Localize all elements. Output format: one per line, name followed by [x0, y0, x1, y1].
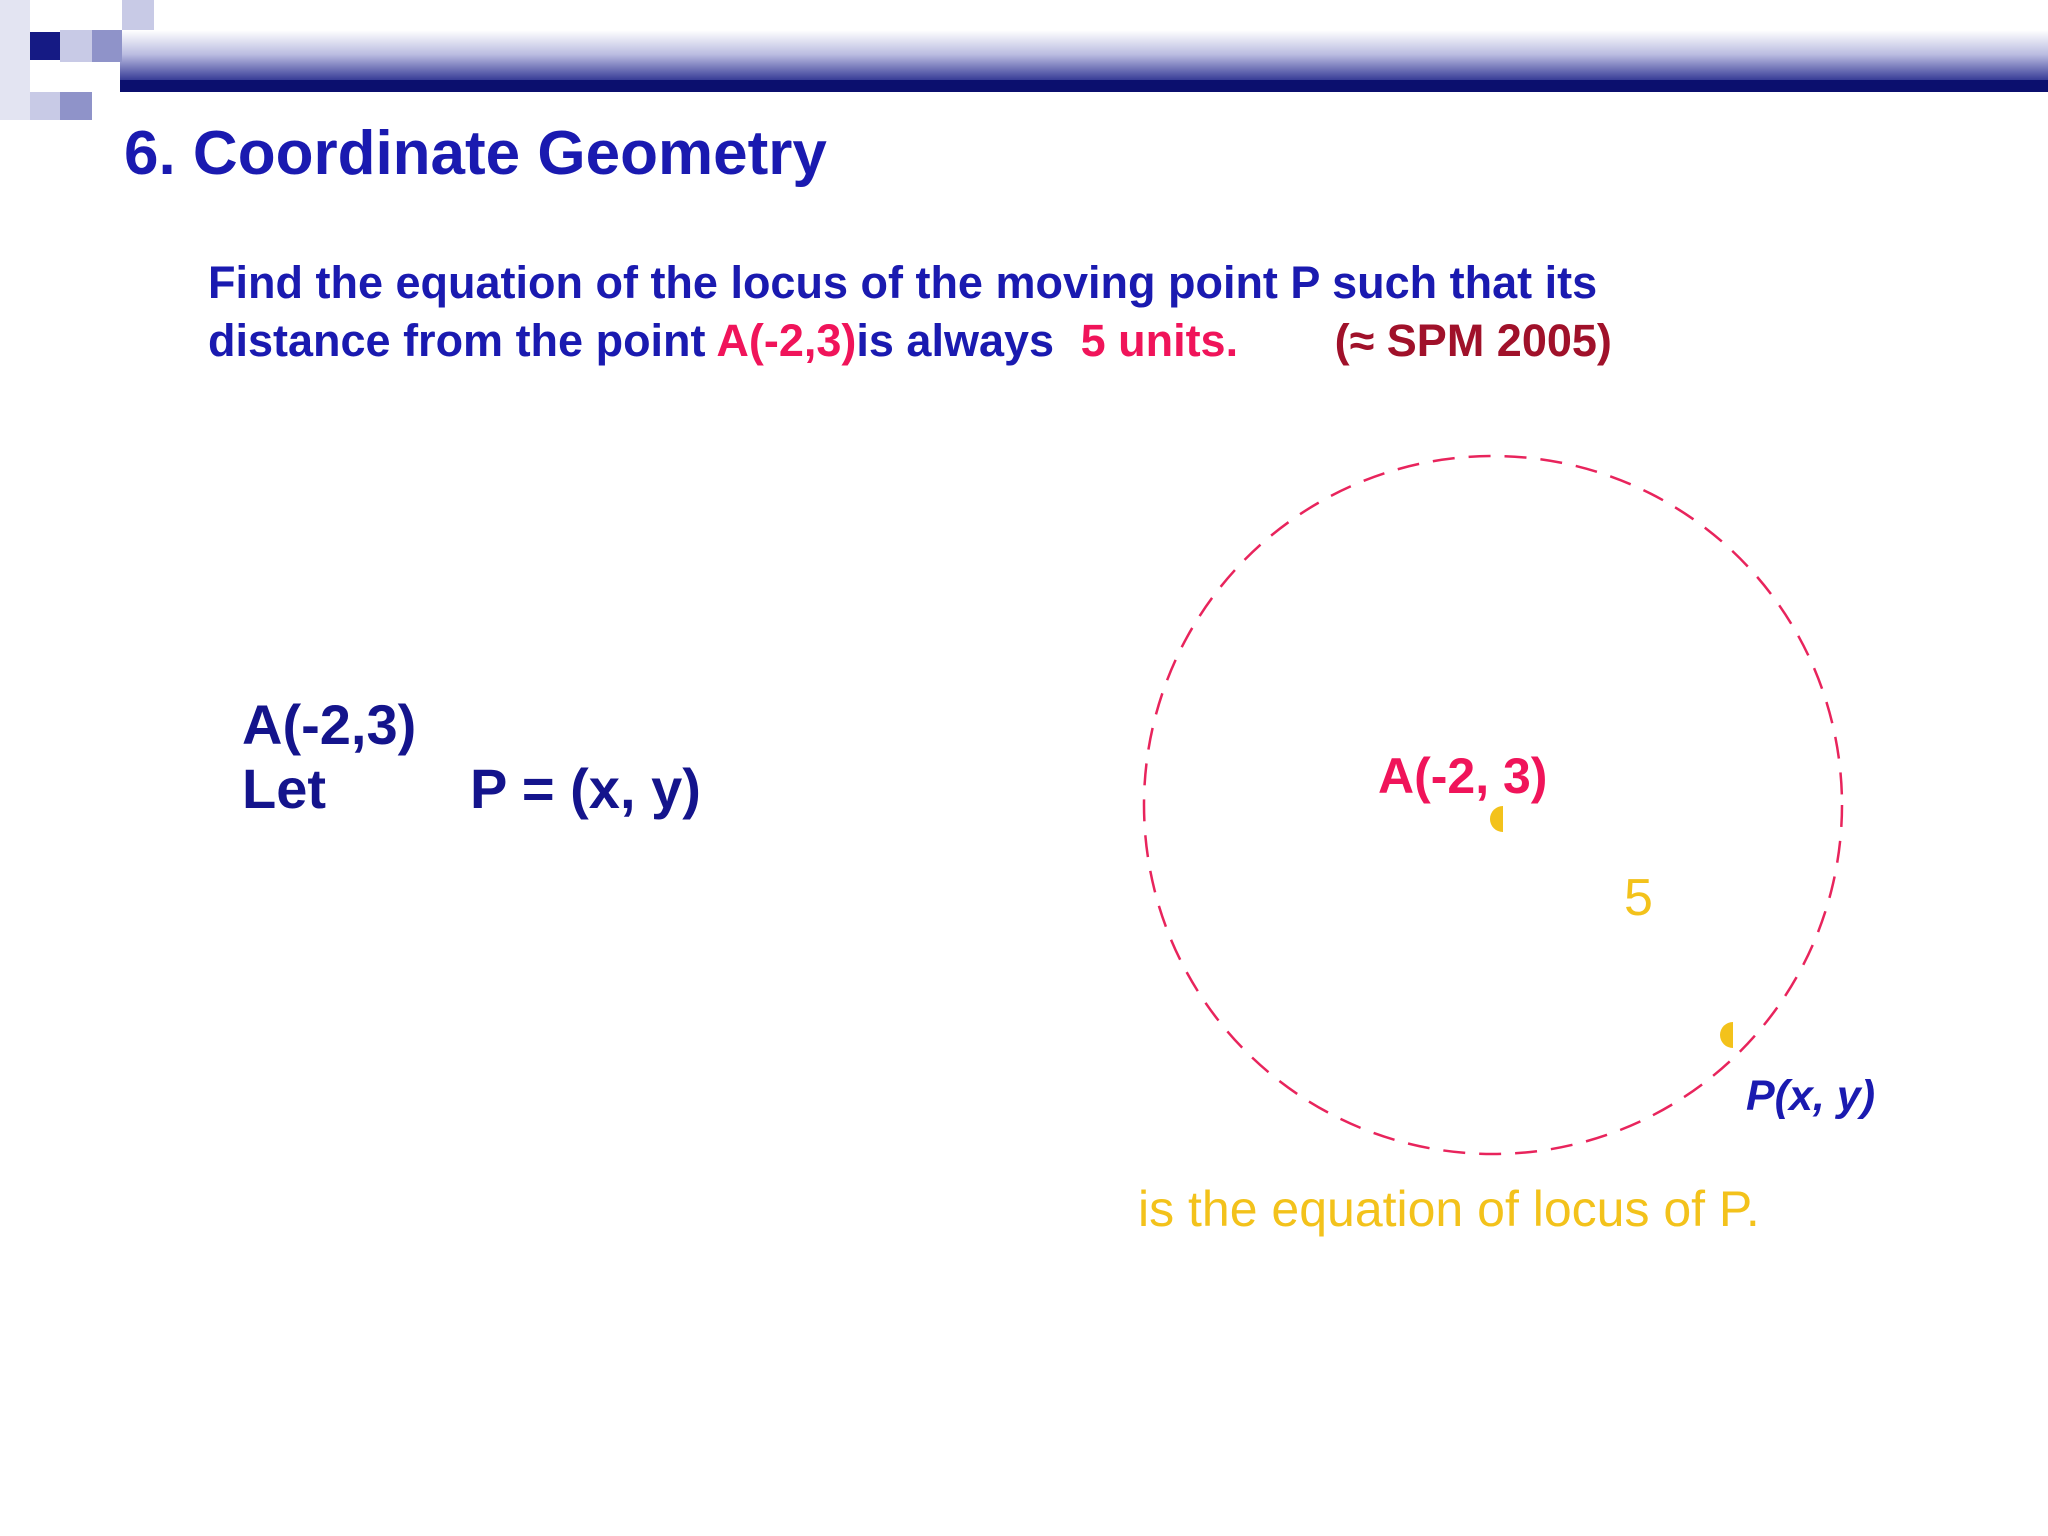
question-source: (≈ SPM 2005): [1334, 315, 1612, 366]
center-point: [1490, 806, 1503, 832]
question-line-2-prefix: distance from the point: [208, 315, 706, 366]
point-p-label: P(x, y): [1746, 1072, 1876, 1120]
conclusion-text: is the equation of locus of P.: [1138, 1181, 1760, 1237]
center-label: A(-2, 3): [1378, 748, 1548, 804]
page-title: 6. Coordinate Geometry: [124, 119, 827, 188]
question-point-a: A(-2,3): [716, 315, 857, 366]
question-is-always: is always: [856, 315, 1055, 366]
let-word: Let: [242, 757, 326, 820]
radius-label: 5: [1624, 869, 1653, 927]
p-definition: P = (x, y): [470, 757, 701, 820]
locus-circle: [1144, 456, 1842, 1154]
given-point-a: A(-2,3): [242, 693, 417, 756]
question-distance: 5 units.: [1080, 315, 1239, 366]
question-line-1: Find the equation of the locus of the moving point P such that its: [208, 257, 1598, 308]
point-p: [1720, 1022, 1733, 1048]
